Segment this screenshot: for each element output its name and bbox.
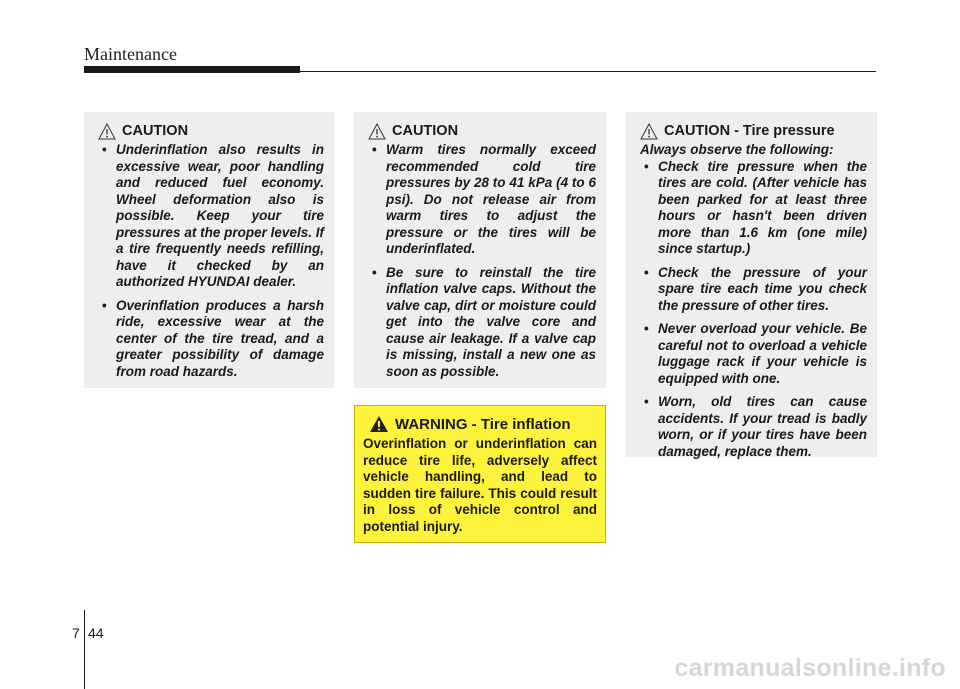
warning-text: Overinflation or underinflation can reduce tire life, adversely affect vehicle handling, and lead to sudden tire failure. This could result in loss of vehicle control and potential injury.: [363, 436, 597, 534]
warning-title: [363, 414, 597, 434]
caution-triangle-icon: [368, 123, 386, 140]
caution-title-text: CAUTION - Tire pressure: [664, 123, 835, 139]
header-bar: [84, 66, 300, 73]
caution-title: [98, 121, 324, 141]
list-item: • Never overload your vehicle. Be careful not to overload a vehicle luggage rack if your vehicle is equipped with one.: [640, 321, 867, 387]
caution-list: [640, 159, 867, 461]
list-item: • Be sure to reinstall the tire inflation valve caps. Without the valve cap, dirt or moisture could get into the valve core and cause air leakage. If a valve cap is missing, install a new one as soon as possible.: [368, 265, 596, 381]
footer-divider: [84, 610, 85, 689]
list-item: • Worn, old tires can cause accidents. If your tread is badly worn, or if your tires have been damaged, replace them.: [640, 394, 867, 460]
list-item: • Warm tires normally exceed recommended cold tire pressures by 28 to 41 kPa (4 to 6 psi). Do not release air from warm tires to adjust the pressure or the tires will be underinflated.: [368, 142, 596, 258]
caution-title: [640, 121, 867, 141]
caution-title-text: CAUTION: [392, 123, 459, 139]
caution-box-warm-tires: [354, 112, 606, 388]
section-title: Maintenance: [84, 44, 177, 64]
caution-list: [98, 142, 324, 380]
list-item: • Check tire pressure when the tires are cold. (After vehicle has been parked for at least three hours or hasn't been driven more than 1.6 km (one mile) since startup.): [640, 159, 867, 258]
caution-box-tire-pressure: [626, 112, 877, 457]
caution-list: [368, 142, 596, 380]
page-number: 44: [88, 625, 104, 641]
list-item: • Check the pressure of your spare tire each time you check the pressure of other tires.: [640, 265, 867, 315]
warning-box-tire-inflation: [354, 405, 606, 543]
caution-box-underinflation: [84, 112, 334, 388]
warning-title-text: WARNING - Tire inflation: [395, 415, 571, 433]
caution-title-text: CAUTION: [122, 123, 189, 139]
list-item: • Underinflation also results in excessive wear, poor handling and reduced fuel economy. Wheel deformation also is possible. Keep your tire pressures at the proper levels. If a tire frequently needs refilling, have it checked by an authorized HYUNDAI dealer.: [98, 142, 324, 291]
caution-triangle-icon: [640, 123, 658, 140]
watermark: carmanualsonline.info: [674, 654, 946, 682]
header-rule: [300, 71, 876, 72]
caution-triangle-icon: [98, 123, 116, 140]
caution-title: [368, 121, 596, 141]
warning-triangle-icon: [369, 415, 389, 433]
chapter-number: 7: [72, 625, 80, 641]
list-item: • Overinflation produces a harsh ride, excessive wear at the center of the tire tread, and a greater possibility of damage from road hazards.: [98, 298, 324, 381]
caution-intro: Always observe the following:: [640, 142, 834, 157]
